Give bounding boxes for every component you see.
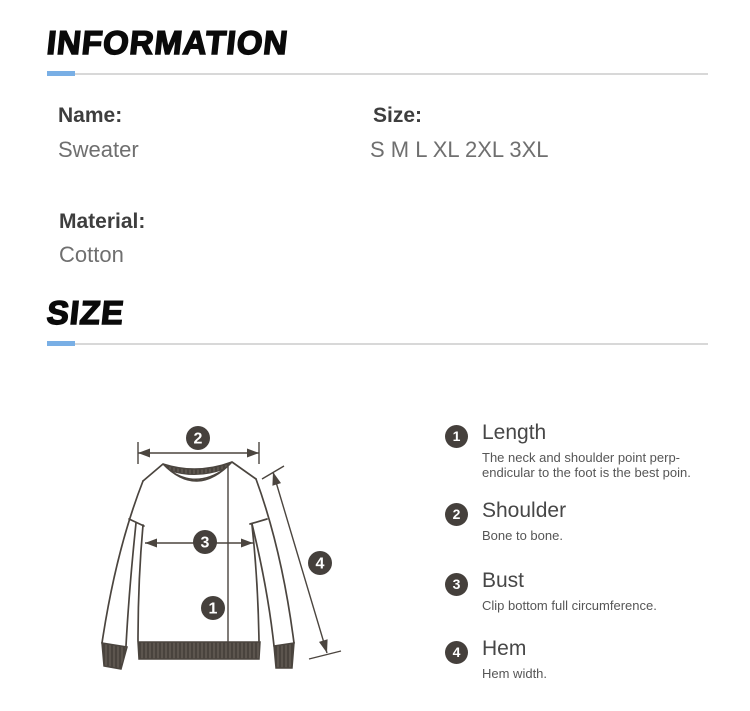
legend-item-bust — [445, 569, 657, 613]
right-cuff — [274, 643, 294, 668]
name-label: Name: — [58, 104, 123, 127]
information-divider-accent — [47, 71, 75, 76]
size-options-value: S M L XL 2XL 3XL — [370, 137, 549, 162]
sweater-rib-bands — [102, 462, 294, 669]
diagram-badge-bust-number: 3 — [200, 534, 210, 552]
legend-desc-length — [482, 450, 691, 480]
legend-item-length — [445, 421, 691, 480]
size-divider — [47, 343, 708, 345]
legend-item-hem — [445, 637, 547, 681]
name-value: Sweater — [58, 137, 139, 162]
legend-badge-hem: 4 — [445, 641, 468, 664]
legend-title-bust: Bust — [482, 569, 525, 592]
size-divider-accent — [47, 341, 75, 346]
sweater-measurement-diagram — [60, 400, 380, 700]
material-label: Material: — [59, 210, 146, 233]
size-label: Size: — [373, 104, 423, 127]
information-divider — [47, 73, 708, 75]
legend-desc-shoulder-line1: Bone to bone. — [482, 528, 563, 543]
diagram-badge-shoulder-number: 2 — [193, 430, 203, 448]
legend-badge-shoulder: 2 — [445, 503, 468, 526]
legend-desc-bust-line1: Clip bottom full circumference. — [482, 598, 657, 613]
information-heading: INFORMATION — [45, 24, 291, 61]
legend-badge-length: 1 — [445, 425, 468, 448]
legend-desc-hem — [482, 666, 547, 681]
legend-title-length: Length — [482, 421, 547, 444]
diagram-badge-length-number: 1 — [208, 600, 218, 618]
legend-badge-bust: 3 — [445, 573, 468, 596]
legend-item-shoulder — [445, 499, 566, 543]
legend-title-hem: Hem — [482, 637, 527, 660]
sweater-outline — [102, 462, 294, 646]
legend-desc-shoulder — [482, 528, 566, 543]
diagram-badge-hem-number: 4 — [315, 555, 325, 573]
legend-desc-bust — [482, 598, 657, 613]
hem-band — [138, 642, 260, 659]
material-value: Cotton — [59, 242, 124, 267]
legend-desc-hem-line1: Hem width. — [482, 666, 548, 681]
legend-title-shoulder: Shoulder — [482, 499, 567, 522]
measurement-arrowheads — [138, 449, 328, 654]
left-cuff — [102, 643, 127, 669]
size-heading: SIZE — [45, 294, 127, 331]
measurement-lines — [138, 442, 341, 659]
legend-desc-length-line1: The neck and shoulder point perp- — [482, 450, 681, 465]
legend-desc-length-line2: endicular to the foot is the best poin. — [482, 465, 691, 480]
